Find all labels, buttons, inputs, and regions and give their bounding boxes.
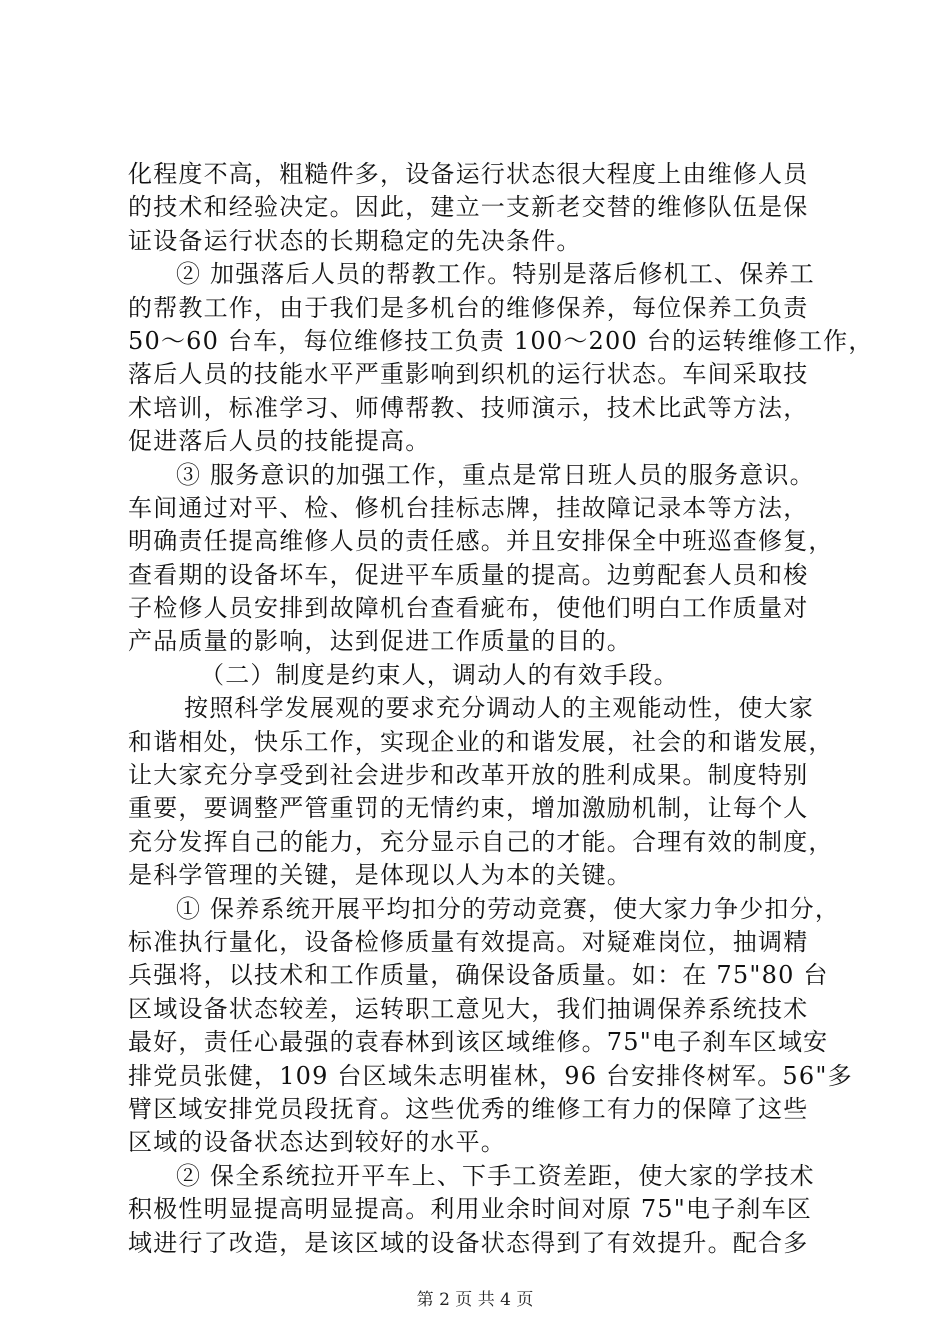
text-line: 让大家充分享受到社会进步和改革开放的胜利成果。制度特别 [128, 761, 809, 790]
text-line: 按照科学发展观的要求充分调动人的主观能动性，使大家 [184, 694, 814, 723]
text-line: 是科学管理的关键，是体现以人为本的关键。 [128, 861, 632, 890]
page-footer: 第 2 页 共 4 页 [416, 1290, 534, 1310]
text-line: 查看期的设备坏车，促进平车质量的提高。边剪配套人员和梭 [128, 560, 809, 589]
text-line: 50～60 台车，每位维修技工负责 100～200 台的运转维修工作， [128, 326, 874, 355]
text-line: 重要，要调整严管重罚的无情约束，增加激励机制，让每个人 [128, 794, 809, 823]
text-line: ② 保全系统拉开平车上、下手工资差距，使大家的学技术 [176, 1161, 815, 1190]
text-line: 车间通过对平、检、修机台挂标志牌，挂故障记录本等方法， [128, 493, 809, 522]
text-line: 明确责任提高维修人员的责任感。并且安排保全中班巡查修复， [128, 527, 834, 556]
text-line: 充分发挥自己的能力，充分显示自己的才能。合理有效的制度， [128, 827, 834, 856]
text-line: 落后人员的技能水平严重影响到织机的运行状态。车间采取技 [128, 360, 809, 389]
text-line: （二）制度是约束人，调动人的有效手段。 [200, 660, 679, 689]
text-line: 证设备运行状态的长期稳定的先决条件。 [128, 226, 582, 255]
text-line: 积极性明显提高明显提高。利用业余时间对原 75"电子刹车区 [128, 1195, 813, 1224]
text-line: ① 保养系统开展平均扣分的劳动竞赛，使大家力争少扣分， [176, 894, 841, 923]
text-line: 最好，责任心最强的袁春林到该区域维修。75"电子刹车区域安 [128, 1028, 829, 1057]
text-line: 术培训，标准学习、师傅帮教、技师演示，技术比武等方法， [128, 393, 809, 422]
text-line: 标准执行量化，设备检修质量有效提高。对疑难岗位，抽调精 [128, 927, 809, 956]
text-line: 和谐相处，快乐工作，实现企业的和谐发展，社会的和谐发展， [128, 727, 834, 756]
text-line: 的帮教工作，由于我们是多机台的维修保养，每位保养工负责 [128, 293, 809, 322]
text-line: 区域设备状态较差，运转职工意见大，我们抽调保养系统技术 [128, 994, 809, 1023]
text-line: ② 加强落后人员的帮教工作。特别是落后修机工、保养工 [176, 260, 815, 289]
text-line: 区域的设备状态达到较好的水平。 [128, 1128, 506, 1157]
text-line: 的技术和经验决定。因此，建立一支新老交替的维修队伍是保 [128, 193, 809, 222]
document-body [128, 158, 874, 1260]
text-line: ③ 服务意识的加强工作，重点是常日班人员的服务意识。 [176, 460, 815, 489]
text-line: 子检修人员安排到故障机台查看疵布，使他们明白工作质量对 [128, 594, 809, 623]
text-line: 排党员张健，109 台区域朱志明崔林，96 台安排佟树军。56"多 [128, 1061, 853, 1090]
text-line: 促进落后人员的技能提高。 [128, 427, 431, 456]
text-line: 兵强将，以技术和工作质量，确保设备质量。如：在 75"80 台 [128, 961, 829, 990]
text-line: 化程度不高，粗糙件多，设备运行状态很大程度上由维修人员 [128, 160, 809, 188]
text-line: 产品质量的影响，达到促进工作质量的目的。 [128, 627, 632, 656]
text-line: 臂区域安排党员段抚育。这些优秀的维修工有力的保障了这些 [128, 1094, 809, 1123]
text-line: 域进行了改造，是该区域的设备状态得到了有效提升。配合多 [128, 1228, 809, 1257]
